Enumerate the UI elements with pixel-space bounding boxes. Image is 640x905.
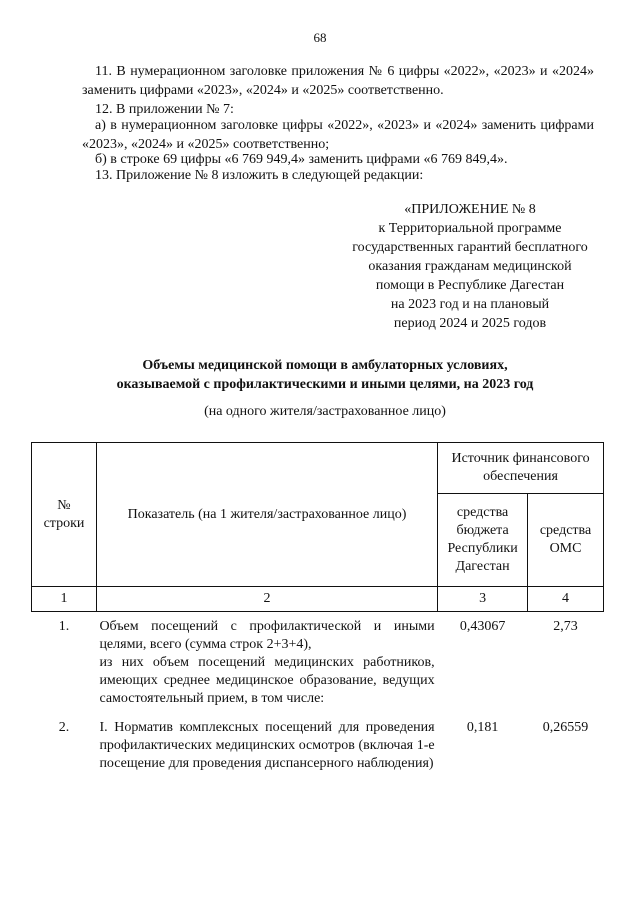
column-number: 2 (96, 587, 437, 612)
table-row (32, 709, 604, 774)
header-oms: средства ОМС (528, 494, 604, 587)
appendix-line: к Территориальной программе (378, 221, 562, 236)
indicator-text: I. Норматив комплексных посещений для проведения профилактических медицинских осмотров (включая 1-е посещение для проведения диспансерного наблюдения) (99, 720, 435, 771)
row-number: 2. (58, 720, 70, 735)
header-budget: средства бюджета Республики Дагестан (438, 494, 528, 587)
appendix-heading (335, 200, 605, 333)
column-number: 1 (32, 587, 97, 612)
document-subtitle: (на одного жителя/застрахованное лицо) (204, 404, 446, 419)
appendix-line: помощи в Республике Дагестан (375, 278, 565, 293)
row-oms-value: 0,26559 (542, 720, 589, 735)
row-budget-value: 0,43067 (459, 619, 506, 634)
paragraph-12: 12. В приложении № 7: (95, 102, 234, 117)
appendix-line: «ПРИЛОЖЕНИЕ № 8 (404, 202, 536, 217)
page-number: 68 (313, 30, 327, 45)
appendix-line: государственных гарантий бесплатного (352, 240, 588, 255)
row-indicator (96, 612, 437, 710)
indicator-text: из них объем посещений медицинских работников, имеющих среднее медицинское образование, ведущих самостоятельный прием, в том числе: (99, 655, 435, 706)
paragraph-11: 11. В нумерационном заголовке приложения № 6 цифры «2022», «2023» и «2024» заменить цифрами «2023», «2024» и «2025» соответственно. (82, 64, 594, 98)
header-source: Источник финансового обеспечения (438, 443, 604, 494)
row-oms-value: 2,73 (553, 619, 578, 634)
document-title (60, 356, 590, 394)
table-row (32, 612, 604, 710)
header-row-number: № строки (32, 443, 97, 587)
title-line: оказываемой с профилактическими и иными целями, на 2023 год (116, 377, 534, 392)
header-indicator: Показатель (на 1 жителя/застрахованное лицо) (96, 443, 437, 587)
appendix-line: период 2024 и 2025 годов (393, 316, 547, 331)
column-number: 4 (528, 587, 604, 612)
row-budget-value: 0,181 (466, 720, 499, 735)
paragraph-12a: а) в нумерационном заголовке цифры «2022», «2023» и «2024» заменить цифрами «2023», «2024» и «2025» соответственно; (82, 118, 594, 152)
title-line: Объемы медицинской помощи в амбулаторных условиях, (142, 358, 508, 373)
row-indicator (96, 709, 437, 774)
volumes-table (31, 442, 604, 774)
column-number: 3 (438, 587, 528, 612)
indicator-text: Объем посещений с профилактической и иными целями, всего (сумма строк 2+3+4), (99, 619, 435, 652)
paragraph-12b: б) в строке 69 цифры «6 769 949,4» заменить цифрами «6 769 849,4». (95, 152, 508, 167)
paragraph-13: 13. Приложение № 8 изложить в следующей редакции: (95, 168, 424, 183)
row-number: 1. (58, 619, 70, 634)
appendix-line: оказания гражданам медицинской (368, 259, 572, 274)
appendix-line: на 2023 год и на плановый (390, 297, 550, 312)
